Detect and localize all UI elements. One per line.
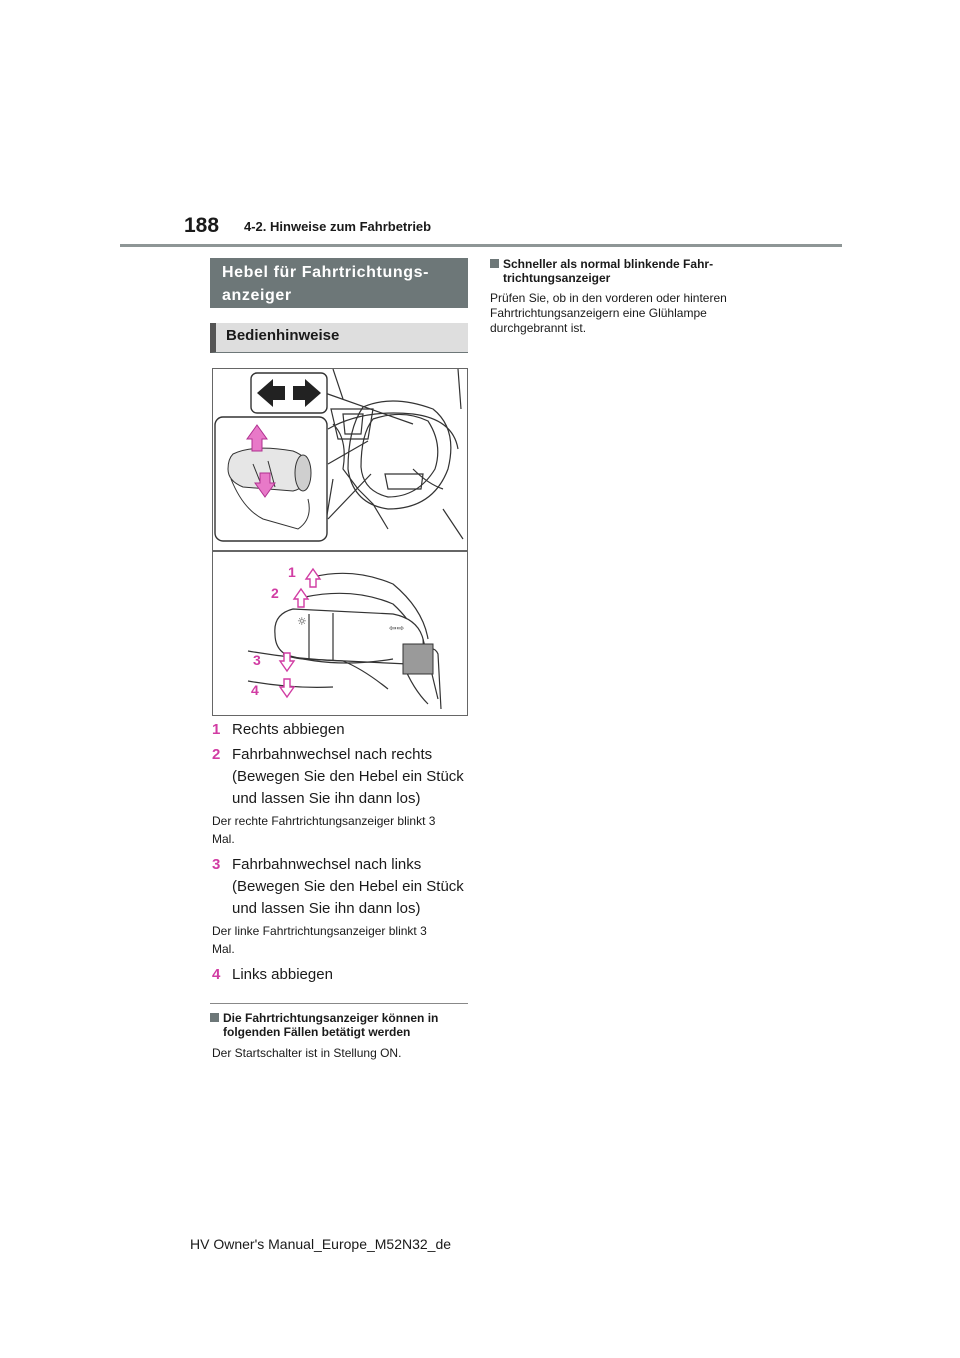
signal-symbol-icon: ⇦⇨ [389,624,405,634]
info-operable-title: Die Fahrtrichtungsanzeiger können in folgenden Fällen betätigt werden [210,1011,438,1039]
step-4 [212,964,472,986]
step-text: Fahrbahnwechsel nach links (Bewegen Sie den Hebel ein Stück und lassen Sie ihn dann los) [232,856,464,917]
step-number: 2 [212,746,221,763]
square-bullet-icon [490,259,499,268]
callout-2: 2 [271,585,279,601]
info-fast-title: Schneller als normal blinkende Fahr- trichtungsanzeiger [490,257,713,285]
note-right-signal: Der rechte Fahrtrichtungsanzeiger blinkt 3 Mal. [212,814,436,846]
square-bullet-icon [210,1013,219,1022]
heading-line-1: Hebel für Fahrtrichtungs- [222,264,430,281]
light-symbol-icon: ☼ [297,615,307,628]
page-number: 188 [184,214,220,237]
note-left-signal: Der linke Fahrtrichtungsanzeiger blinkt 3 Mal. [212,924,427,956]
step-text: Fahrbahnwechsel nach rechts (Bewegen Sie den Hebel ein Stück und lassen Sie ihn dann los) [232,746,464,807]
dashboard-illustration [323,369,463,539]
illustration [212,368,468,716]
step-number: 4 [212,966,221,983]
heading-line-2: anzeiger [222,287,292,304]
footer: HV Owner's Manual_Europe_M52N32_de [190,1236,452,1252]
step-number: 3 [212,856,221,873]
callout-4: 4 [251,682,259,698]
step-text: Links abbiegen [232,966,333,983]
arrow-1-up-icon [306,569,320,587]
arrow-2-up-icon [294,589,308,607]
step-2 [212,744,472,810]
header-rule [120,244,842,247]
step-3 [212,854,472,920]
step-1 [212,719,472,741]
arrow-4-down-icon [280,679,294,697]
subheading: Bedienhinweise [210,323,468,353]
step-number: 1 [212,721,221,738]
callout-line-lever-2 [328,474,371,519]
info-rule [210,1003,468,1004]
section-title: 4-2. Hinweise zum Fahrbetrieb [244,219,432,234]
info-operable-body: Der Startschalter ist in Stellung ON. [212,1046,402,1060]
heading-main [210,258,468,308]
callout-1: 1 [288,564,296,580]
info-fast-body: Prüfen Sie, ob in den vorderen oder hinteren Fahrtrichtungsanzeigern eine Glühlampe durchgebrannt ist. [490,291,727,335]
lever-grip [403,644,433,674]
callout-3: 3 [253,652,261,668]
step-text: Rechts abbiegen [232,721,345,738]
